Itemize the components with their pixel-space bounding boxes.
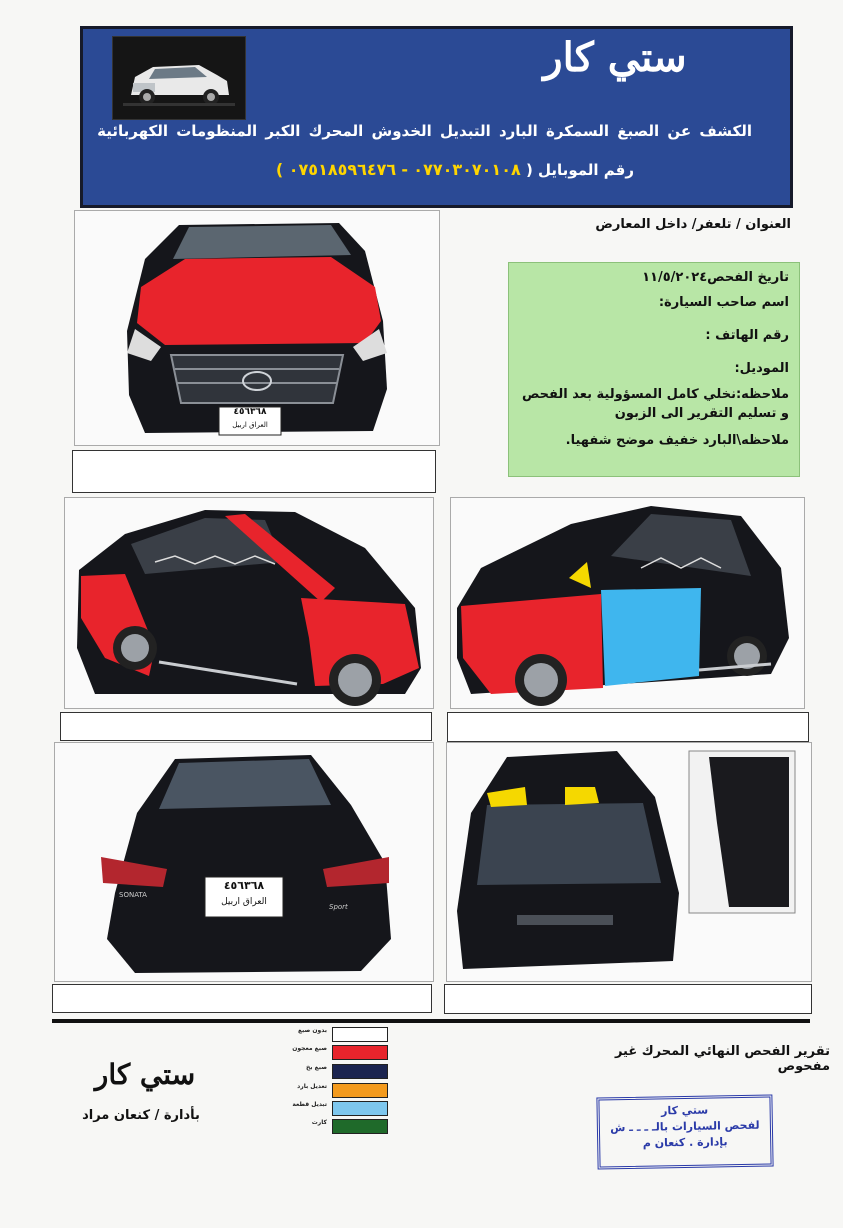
bottom-divider	[52, 1019, 810, 1023]
rear-caption-box	[52, 984, 432, 1013]
inspection-date: تاريخ الفحص١١/٥/٢٠٢٤	[642, 270, 789, 285]
legend-label-cold-repair: تعديل بارد	[297, 1083, 327, 1090]
company-stamp	[596, 1094, 773, 1169]
front-photo-caption-box	[72, 450, 436, 493]
rear-plate-region: العراق اربيل	[221, 897, 267, 907]
footer-brand: ستي كار	[94, 1058, 196, 1091]
manager-line: بأدارة / كنعان مراد	[82, 1108, 200, 1123]
legend-label-spray-paint: صبغ بخ	[305, 1064, 327, 1071]
stamp-line-1: ستي كار	[660, 1103, 709, 1118]
right-side-caption-box	[447, 712, 809, 742]
rear-sport-badge: Sport	[329, 903, 348, 911]
rear-plate-number: ٤٥٦٣٦٨	[223, 879, 265, 892]
rear-model-badge: SONATA	[119, 891, 147, 899]
legend-label-putty-paint: صبغ معجون	[292, 1045, 327, 1052]
address-line: العنوان / تلعفر/ داخل المعارض	[595, 217, 791, 232]
legend-label-cart: كارت	[311, 1119, 327, 1126]
legend-swatch-cold-repair	[332, 1083, 388, 1098]
legend-swatch-spray-paint	[332, 1064, 388, 1079]
brand-title: ستي كار	[543, 34, 687, 81]
left-side-caption-box	[60, 712, 432, 741]
phone-separator: -	[401, 160, 409, 179]
model-field: الموديل:	[734, 360, 789, 376]
stamp-line-2: لفحص السيارات بالـ ـ ـ ـ ش	[610, 1118, 760, 1135]
front-plate-number: ٤٥٦٣٦٨	[233, 407, 267, 417]
legend-label-part-replaced: تبديل قطعة	[292, 1101, 327, 1108]
right-side-car-photo	[450, 497, 805, 709]
logo-suv-image	[112, 36, 246, 120]
liability-note: ملاحظه:نخلي كامل المسؤولية بعد الفحص و تسليم التقرير الى الزبون	[521, 387, 789, 422]
phone-field: رقم الهاتف :	[705, 327, 789, 343]
cold-repair-note: ملاحظه\البارد خفيف موضح شفهيا.	[565, 433, 789, 449]
roof-caption-box	[444, 984, 812, 1014]
front-plate-region: العراق اربيل	[232, 421, 268, 429]
legend-swatch-part-replaced	[332, 1101, 388, 1116]
rear-car-photo	[54, 742, 434, 982]
services-list: الكشف عن الصبغ السمكرة البارد التبديل الخدوش المحرك الكبر المنظومات الكهربائية	[97, 122, 752, 140]
phone-number-2: ٠٧٥١٨٥٩٦٤٧٦ )	[275, 160, 397, 179]
phone-label: رقم الموبايل (	[525, 161, 634, 179]
legend-swatch-cart	[332, 1119, 388, 1134]
final-report-note: تقرير الفحص النهائي المحرك غير مفحوص	[614, 1044, 830, 1074]
legend-swatch-putty-paint	[332, 1045, 388, 1060]
owner-name-field: اسم صاحب السيارة:	[658, 294, 789, 310]
phone-numbers	[230, 160, 634, 179]
front-car-photo	[74, 210, 440, 446]
left-side-car-photo	[64, 497, 434, 709]
inspection-info-panel	[508, 262, 800, 477]
roof-car-photo	[446, 742, 812, 982]
legend-swatch-no-paint	[332, 1027, 388, 1042]
stamp-line-3: بإدارة . كنعان م	[642, 1135, 728, 1150]
phone-number-1: ٠٧٧٠٣٠٧٠١٠٨	[413, 160, 521, 179]
legend-label-no-paint: بدون صبغ	[297, 1027, 327, 1034]
